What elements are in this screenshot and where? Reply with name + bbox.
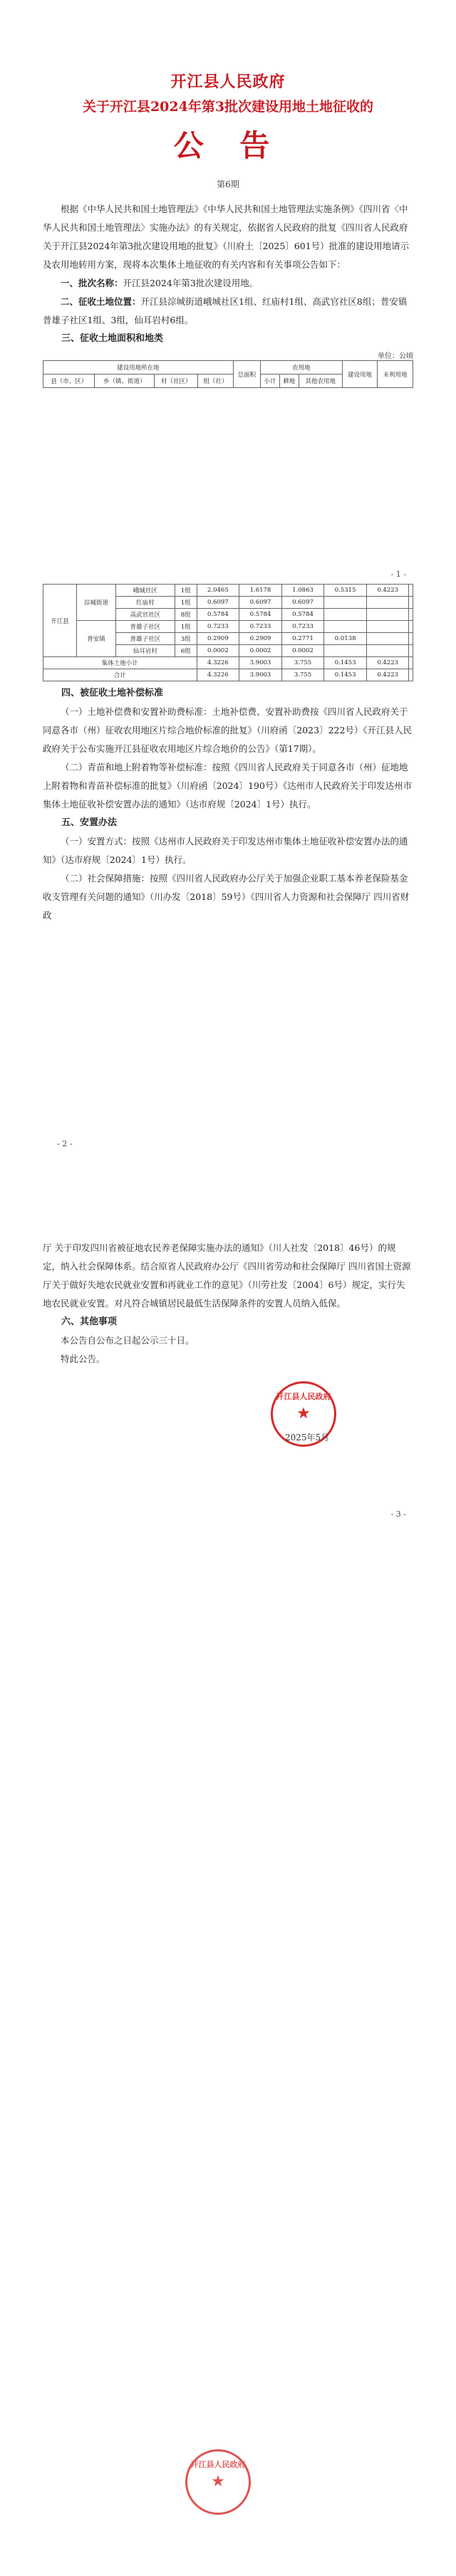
cell-village: 仙耳岩村	[116, 645, 175, 657]
cell-construction: 0.4223	[366, 657, 409, 669]
cell-cultivated: 1.0863	[281, 585, 324, 597]
cell-cultivated: 0.0002	[281, 645, 324, 657]
section-6-1: 本公告自公布之日起公示三十日。	[61, 1335, 195, 1346]
cell-village: 高武官社区	[116, 609, 175, 621]
cell-unused	[409, 657, 413, 669]
seal-text: 开江县人民政府	[276, 1392, 331, 1401]
cell-total: 4.3226	[197, 657, 239, 669]
th-town: 乡（镇、街道）	[95, 375, 155, 388]
cell-other: 0.0138	[324, 633, 367, 645]
cell-unused	[409, 669, 413, 681]
cell-total: 0.5784	[197, 609, 239, 621]
th-cultivated: 耕地	[279, 375, 299, 388]
cell-town-1: 淙城街道	[77, 585, 116, 621]
cell-other	[324, 597, 367, 609]
th-unused: 未利用地	[378, 361, 413, 388]
cell-construction: 0.4223	[366, 585, 409, 597]
cell-other	[324, 609, 367, 621]
cell-subtotal: 0.7233	[239, 621, 282, 633]
cell-village: 普雄子社区	[116, 621, 175, 633]
cell-cultivated: 3.755	[281, 657, 324, 669]
cell-subtotal: 0.2909	[239, 633, 282, 645]
th-location: 建设用地所在地	[43, 361, 234, 375]
page-2	[0, 584, 456, 1168]
cell-total: 0.6097	[197, 597, 239, 609]
table-row	[43, 585, 413, 597]
cell-cultivated: 0.5784	[281, 609, 324, 621]
page-number-3: - 3 -	[390, 1509, 406, 1519]
cell-other	[324, 645, 367, 657]
cell-subtotal: 1.6178	[239, 585, 282, 597]
cell-other	[324, 621, 367, 633]
cell-construction: 0.4223	[366, 669, 409, 681]
cell-unused	[409, 633, 413, 645]
cell-construction	[366, 597, 409, 609]
th-total: 总面积	[233, 361, 260, 388]
cell-group: 1组	[175, 597, 197, 609]
cell-group: 6组	[175, 645, 197, 657]
cell-label: 合计	[43, 669, 197, 681]
cell-unused	[409, 609, 413, 621]
cell-cultivated: 3.755	[281, 669, 324, 681]
section-4-2: （二）青苗和地上附着物等补偿标准：按照《四川省人民政府关于同意各市（州）征地地上附着物和青苗补偿标准的批复》（川府函〔2024〕190号）《达州市人民政府关于印发达州市集体土地征收补偿安置办法的通知》（达市府规〔2024〕1号）执行。	[43, 762, 413, 810]
cell-total: 0.2909	[197, 633, 239, 645]
doc-type: 公 告	[173, 128, 283, 163]
issue-number: 第6期	[217, 179, 239, 189]
cell-total: 0.7233	[197, 621, 239, 633]
section-5-1: （一）安置方式：按照《达州市人民政府关于印发达州市集体土地征收补偿安置办法的通知》（达市府规〔2024〕1号）执行。	[43, 836, 408, 865]
cell-subtotal: 3.9003	[239, 669, 282, 681]
section-6-2: 特此公告。	[61, 1354, 105, 1364]
th-group: 组（社）	[198, 375, 234, 388]
cell-unused	[409, 645, 413, 657]
page-number-1: - 1 -	[390, 570, 406, 579]
th-county: 县（市、区）	[43, 375, 95, 388]
cell-town-2: 普安镇	[77, 621, 116, 657]
cell-group: 8组	[175, 609, 197, 621]
cell-group: 1组	[175, 621, 197, 633]
section-1	[43, 274, 413, 293]
star-icon: ★	[296, 1405, 311, 1423]
cell-label: 集体土地小计	[43, 657, 197, 669]
section-4-1: （一）土地补偿费和安置补助费标准：土地补偿费、安置补助费按《四川省人民政府关于同意各市（州）征收农用地区片综合地价标准的批复》（川府函〔2023〕222号）《开江县人民政府关于公布实施开江县征收农用地区片综合地价的公告》（第17期）。	[43, 706, 413, 754]
section-1-text: 开江县2024年第3批次建设用地。	[123, 278, 259, 288]
th-other-farm: 其他农用地	[299, 375, 342, 388]
cell-group: 1组	[175, 585, 197, 597]
cell-unused	[409, 585, 413, 597]
cell-total: 2.0465	[197, 585, 239, 597]
cell-other: 0.1453	[324, 669, 367, 681]
section-4-title: 四、被征收土地补偿标准	[61, 688, 164, 698]
page-1	[0, 0, 456, 584]
cell-cultivated: 0.7233	[281, 621, 324, 633]
section-2-title: 二、征收土地位置：	[61, 296, 141, 307]
table-unit: 单位：公顷	[378, 352, 413, 360]
table-sum-row	[43, 669, 413, 681]
th-village: 村（社区）	[155, 375, 198, 388]
table-row	[43, 621, 413, 633]
star-icon: ★	[211, 2473, 225, 2491]
cell-group: 3组	[175, 633, 197, 645]
cell-construction	[366, 633, 409, 645]
section-5-2: （二）社会保障措施：按照《四川省人民政府办公厅关于加强企业职工基本养老保险基金收支管理有关问题的通知》（川办发〔2018〕59号）《四川省人力资源和社会保障厅 四川省财政	[43, 873, 410, 921]
section-5-2-cont: 厅 关于印发四川省被征地农民养老保障实施办法的通知》（川人社发〔2018〕46号）的规定，纳入社会保障体系。结合原省人民政府办公厅《四川省劳动和社会保障厅 四川省国土资源厅关于做好失地农民就业安置和再就业工作的意见》（川劳社发〔2004〕6号）规定，实行失地农民就业安置。对凡符合城镇居民最低生活保障条件的安置人员纳入低保。	[43, 1242, 411, 1309]
cell-unused	[409, 621, 413, 633]
cell-subtotal: 0.0002	[239, 645, 282, 657]
section-2	[43, 293, 413, 330]
doc-issuer: 开江县人民政府	[170, 73, 286, 91]
section-5-title: 五、安置办法	[61, 817, 118, 828]
land-table-header	[43, 360, 413, 388]
cell-village: 普雄子社区	[116, 633, 175, 645]
th-farmland: 农用地	[261, 361, 343, 375]
cell-county: 开江县	[43, 585, 77, 657]
cell-other: 0.5315	[324, 585, 367, 597]
th-construction: 建设用地	[342, 361, 378, 388]
seal-2-text: 开江县人民政府	[190, 2460, 246, 2469]
cell-cultivated: 0.2771	[281, 633, 324, 645]
cell-cultivated: 0.6097	[281, 597, 324, 609]
land-table-body	[43, 584, 413, 681]
section-6-title: 六、其他事项	[61, 1316, 118, 1327]
cell-construction	[366, 645, 409, 657]
page-number-2: - 2 -	[57, 1139, 73, 1148]
official-seal-faint	[185, 2449, 251, 2515]
page-3	[0, 1168, 456, 2576]
intro-paragraph: 根据《中华人民共和国土地管理法》《中华人民共和国土地管理法实施条例》《四川省〈中华人民共和国土地管理法〉实施办法》的有关规定，依据省人民政府的批复《四川省人民政府关于开江县2024年第3批次建设用地的批复》（川府土〔2025〕601号）批准的建设用地请示及农用地转用方案，现将本次集体土地征收的有关内容和有关事项公告如下：	[43, 204, 410, 270]
cell-total: 0.0002	[197, 645, 239, 657]
table-subtotal-row	[43, 657, 413, 669]
cell-subtotal: 0.5784	[239, 609, 282, 621]
cell-village: 红庙村	[116, 597, 175, 609]
cell-village: 峨城社区	[116, 585, 175, 597]
cell-unused	[409, 597, 413, 609]
doc-title: 关于开江县2024年第3批次建设用地土地征收的	[82, 99, 374, 115]
section-1-title: 一、批次名称：	[61, 278, 123, 288]
cell-other: 0.1453	[324, 657, 367, 669]
sign-date: 2025年5月	[285, 1433, 330, 1443]
th-subtotal: 小计	[261, 375, 280, 388]
cell-subtotal: 0.6097	[239, 597, 282, 609]
cell-subtotal: 3.9003	[239, 657, 282, 669]
section-2-text: 开江县淙城街道峨城社区1组、红庙村1组、高武官社区8组；普安镇普雄子社区1组、3组，仙耳岩村6组。	[43, 296, 408, 325]
cell-construction	[366, 609, 409, 621]
cell-construction	[366, 621, 409, 633]
section-3-title: 三、征收土地面积和地类	[61, 333, 164, 344]
cell-total: 4.3226	[197, 669, 239, 681]
